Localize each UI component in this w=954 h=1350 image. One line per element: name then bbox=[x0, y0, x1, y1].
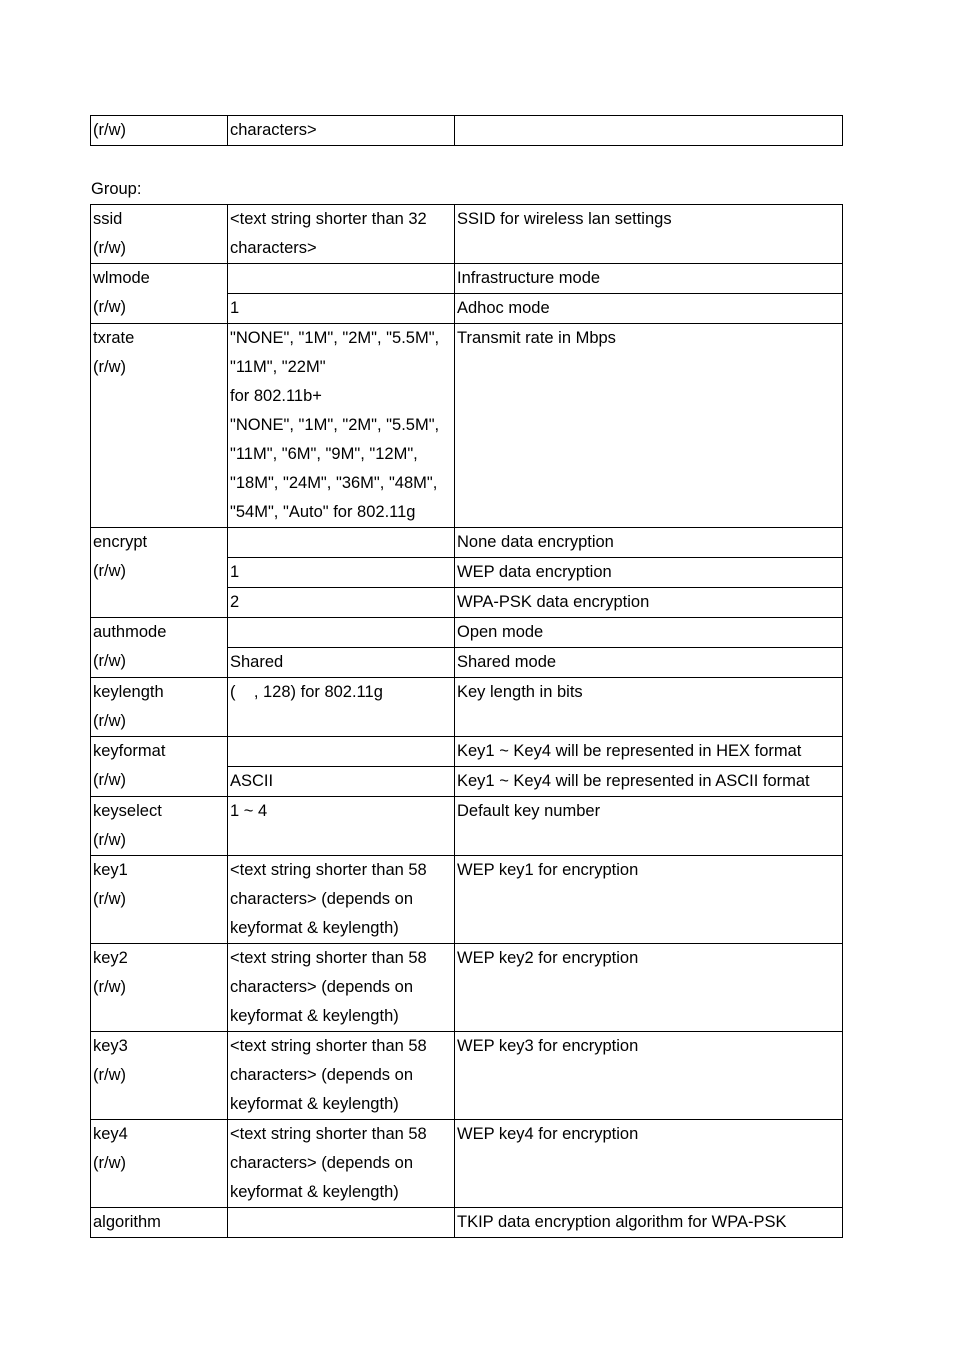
table-row-keylength bbox=[91, 678, 843, 737]
description-cell bbox=[455, 116, 843, 146]
param-cell: algorithm bbox=[91, 1208, 228, 1238]
description-cell: Key1 ~ Key4 will be represented in ASCII format bbox=[455, 767, 843, 797]
table-row-key4 bbox=[91, 1120, 843, 1208]
description-cell: None data encryption bbox=[455, 528, 843, 558]
description-cell: WEP key2 for encryption bbox=[455, 944, 843, 1032]
value-cell bbox=[228, 737, 455, 767]
table-row-wlmode bbox=[91, 264, 843, 294]
param-cell: txrate (r/w) bbox=[91, 324, 228, 528]
value-cell bbox=[228, 1208, 455, 1238]
description-cell: Shared mode bbox=[455, 648, 843, 678]
value-cell: <text string shorter than 58 characters> (depends on keyformat & keylength) bbox=[228, 1032, 455, 1120]
param-cell: ssid (r/w) bbox=[91, 205, 228, 264]
value-cell: Shared bbox=[228, 648, 455, 678]
description-cell: WPA-PSK data encryption bbox=[455, 588, 843, 618]
table-row-key1 bbox=[91, 856, 843, 944]
description-cell: Open mode bbox=[455, 618, 843, 648]
value-cell: 1 ~ 4 bbox=[228, 797, 455, 856]
description-cell: WEP data encryption bbox=[455, 558, 843, 588]
value-cell: ASCII bbox=[228, 767, 455, 797]
param-cell: (r/w) bbox=[91, 116, 228, 146]
value-cell: ( , 128) for 802.11g bbox=[228, 678, 455, 737]
param-cell: keylength (r/w) bbox=[91, 678, 228, 737]
description-cell: Adhoc mode bbox=[455, 294, 843, 324]
description-cell: Transmit rate in Mbps bbox=[455, 324, 843, 528]
table-row-keyselect bbox=[91, 797, 843, 856]
value-cell: <text string shorter than 58 characters> (depends on keyformat & keylength) bbox=[228, 1120, 455, 1208]
table-row-txrate bbox=[91, 324, 843, 528]
description-cell: WEP key4 for encryption bbox=[455, 1120, 843, 1208]
table-row bbox=[91, 116, 843, 146]
value-cell: "NONE", "1M", "2M", "5.5M", "11M", "22M" for 802.11b+ "NONE", "1M", "2M", "5.5M", "11M", "6M", "9M", "12M", "18M", "24M", "36M", "48M", "54M", "Auto" for 802.11g bbox=[228, 324, 455, 528]
description-cell: Key1 ~ Key4 will be represented in HEX format bbox=[455, 737, 843, 767]
table-row-key3 bbox=[91, 1032, 843, 1120]
description-cell: TKIP data encryption algorithm for WPA-PSK bbox=[455, 1208, 843, 1238]
parameter-table bbox=[90, 204, 843, 1238]
description-cell: WEP key3 for encryption bbox=[455, 1032, 843, 1120]
value-cell: 1 bbox=[228, 294, 455, 324]
param-cell: key2 (r/w) bbox=[91, 944, 228, 1032]
param-cell: key4 (r/w) bbox=[91, 1120, 228, 1208]
param-cell: key3 (r/w) bbox=[91, 1032, 228, 1120]
table-row-algorithm bbox=[91, 1208, 843, 1238]
continued-table bbox=[90, 115, 843, 146]
description-cell: WEP key1 for encryption bbox=[455, 856, 843, 944]
group-heading: Group: bbox=[91, 180, 142, 198]
table-row-keyformat bbox=[91, 737, 843, 767]
table-row-key2 bbox=[91, 944, 843, 1032]
param-cell: wlmode (r/w) bbox=[91, 264, 228, 324]
description-cell: Key length in bits bbox=[455, 678, 843, 737]
value-cell: 1 bbox=[228, 558, 455, 588]
value-cell bbox=[228, 528, 455, 558]
value-cell: <text string shorter than 58 characters> (depends on keyformat & keylength) bbox=[228, 944, 455, 1032]
description-cell: Default key number bbox=[455, 797, 843, 856]
value-cell: 2 bbox=[228, 588, 455, 618]
table-row-ssid bbox=[91, 205, 843, 264]
param-cell: encrypt (r/w) bbox=[91, 528, 228, 618]
value-cell: <text string shorter than 32 characters> bbox=[228, 205, 455, 264]
description-cell: SSID for wireless lan settings bbox=[455, 205, 843, 264]
param-cell: keyformat (r/w) bbox=[91, 737, 228, 797]
value-cell bbox=[228, 264, 455, 294]
value-cell: characters> bbox=[228, 116, 455, 146]
param-cell: keyselect (r/w) bbox=[91, 797, 228, 856]
value-cell bbox=[228, 618, 455, 648]
param-cell: authmode (r/w) bbox=[91, 618, 228, 678]
param-cell: key1 (r/w) bbox=[91, 856, 228, 944]
table-row-authmode bbox=[91, 618, 843, 648]
table-row-encrypt bbox=[91, 528, 843, 558]
value-cell: <text string shorter than 58 characters> (depends on keyformat & keylength) bbox=[228, 856, 455, 944]
description-cell: Infrastructure mode bbox=[455, 264, 843, 294]
